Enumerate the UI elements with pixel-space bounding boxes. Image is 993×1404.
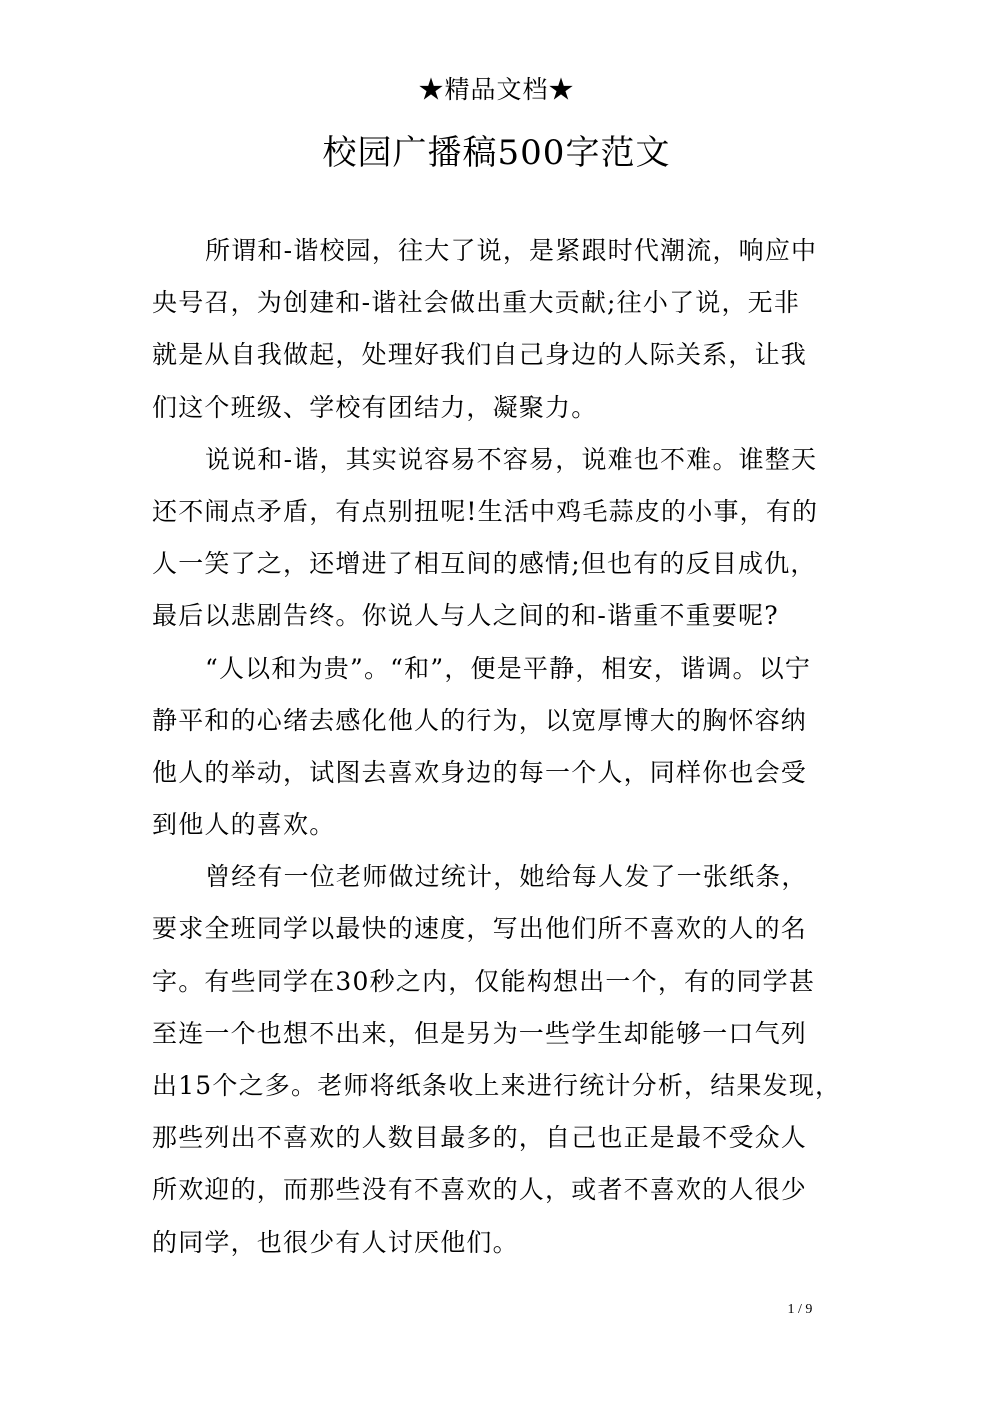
header-mark: ★精品文档★ xyxy=(418,75,575,104)
body-text xyxy=(152,225,852,1269)
text-line: 到他人的喜欢。 xyxy=(152,810,336,840)
text-line: 就是从自我做起，处理好我们自己身边的人际关系，让我 xyxy=(152,340,808,370)
text-line: 要求全班同学以最快的速度，写出他们所不喜欢的人的名 xyxy=(152,914,808,944)
text-line: 还不闹点矛盾，有点别扭呢!生活中鸡毛蒜皮的小事，有的 xyxy=(152,496,819,526)
text-line: 最后以悲剧告终。你说人与人之间的和-谐重不重要呢? xyxy=(152,601,779,631)
text-line: 那些列出不喜欢的人数目最多的，自己也正是最不受众人 xyxy=(152,1123,808,1153)
page-title: 校园广播稿500字范文 xyxy=(322,133,671,173)
text-line: 说说和-谐，其实说容易不容易，说难也不难。谁整天 xyxy=(205,444,818,474)
text-line: 曾经有一位老师做过统计，她给每人发了一张纸条， xyxy=(205,862,808,892)
page-number: 1 / 9 xyxy=(787,1302,813,1317)
text-line: 人一笑了之，还增进了相互间的感情;但也有的反目成仇， xyxy=(152,549,817,579)
text-line: 所欢迎的，而那些没有不喜欢的人，或者不喜欢的人很少 xyxy=(152,1175,808,1205)
text-line: 的同学，也很少有人讨厌他们。 xyxy=(152,1227,519,1257)
text-line: 至连一个也想不出来，但是另为一些学生却能够一口气列 xyxy=(152,1018,808,1048)
text-line: 们这个班级、学校有团结力，凝聚力。 xyxy=(152,392,598,422)
text-line: 出15个之多。老师将纸条收上来进行统计分析，结果发现， xyxy=(152,1071,842,1100)
text-line: 所谓和-谐校园，往大了说，是紧跟时代潮流，响应中 xyxy=(205,236,818,265)
text-line: 他人的举动，试图去喜欢身边的每一个人，同样你也会受 xyxy=(152,757,808,787)
text-line: 央号召，为创建和-谐社会做出重大贡献;往小了说，无非 xyxy=(152,288,801,318)
text-line: “人以和为贵”。“和”，便是平静，相安，谐调。以宁 xyxy=(205,653,812,683)
text-line: 字。有些同学在30秒之内，仅能构想出一个，有的同学甚 xyxy=(152,966,816,996)
text-line: 静平和的心绪去感化他人的行为，以宽厚博大的胸怀容纳 xyxy=(152,705,808,735)
